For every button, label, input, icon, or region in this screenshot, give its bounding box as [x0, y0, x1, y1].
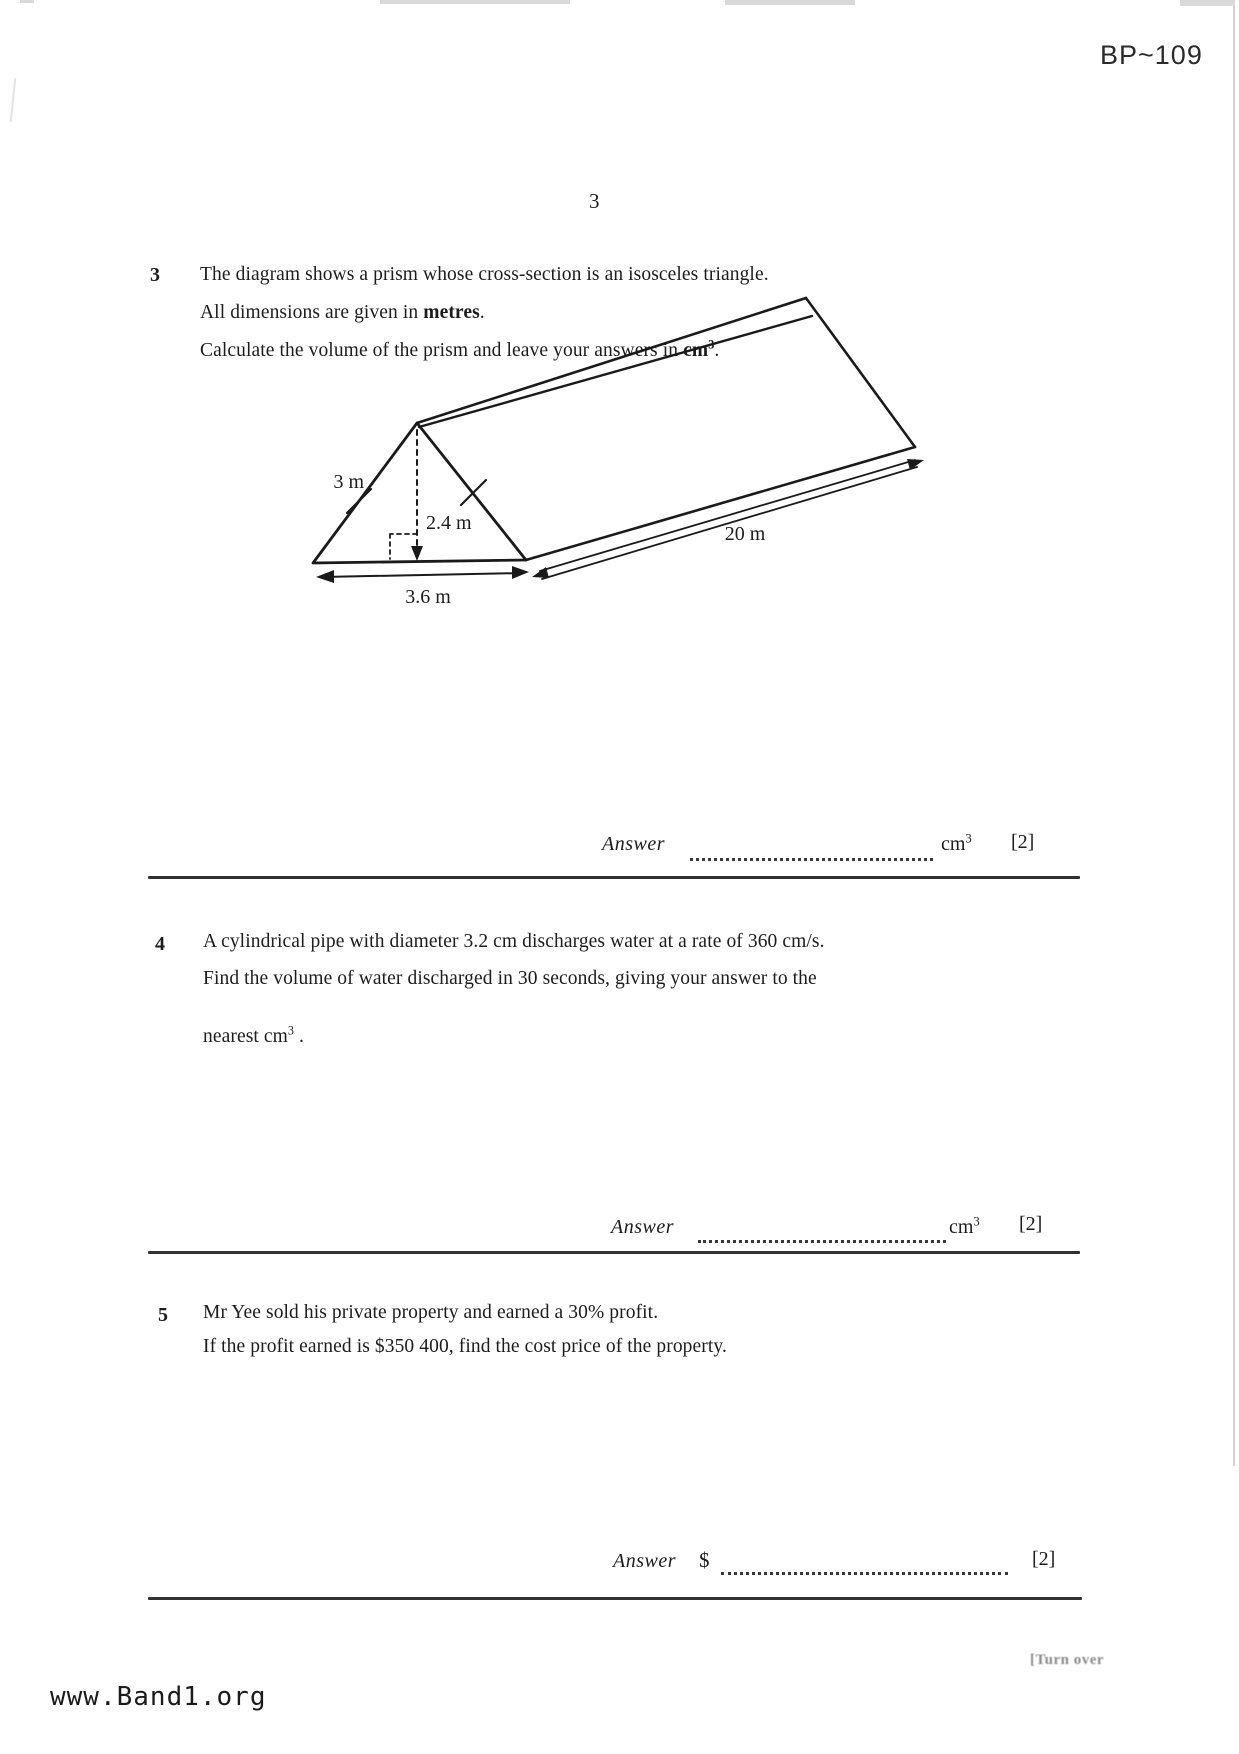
answer-unit-sup-q4: 3: [973, 1214, 980, 1229]
q3-unit-text: cm: [683, 340, 709, 361]
length-dimension-line-1: [540, 460, 915, 571]
prism-bottom-edge: [526, 447, 915, 560]
q4-number: 4: [155, 933, 165, 955]
answer-unit-text-q4: cm: [949, 1216, 974, 1238]
length-dimension-label: 20 m: [724, 523, 766, 545]
scan-artifact-top-4: [20, 0, 34, 3]
q4-line-1: A cylindrical pipe with diameter 3.2 cm discharges water at a rate of 360 cm/s.: [203, 931, 825, 952]
height-arrowhead: [411, 546, 423, 561]
separator-rule-3: [148, 1597, 1082, 1600]
q3-number: 3: [150, 264, 160, 286]
q3-line-3-text: Calculate the volume of the prism and leave your answers in: [200, 340, 684, 361]
q3-line-2-text: All dimensions are given in: [200, 302, 424, 323]
separator-rule-1: [148, 876, 1080, 879]
scan-artifact-right-edge: [1233, 6, 1235, 1466]
answer-label-q4: Answer: [611, 1216, 674, 1238]
marks-q4: [2]: [1019, 1213, 1043, 1235]
q4-line-3: [203, 1023, 305, 1048]
base-dimension-label: 3.6 m: [405, 586, 451, 608]
answer-unit-text-q3: cm: [941, 833, 966, 855]
q4-line-3-text: nearest cm: [203, 1026, 288, 1047]
base-arrow-right: [512, 566, 529, 579]
answer-blank-q4: [698, 1212, 946, 1243]
q3-line-3-period: .: [714, 340, 720, 361]
marks-q3: [2]: [1011, 831, 1035, 853]
q5-line-2: If the profit earned is $350 400, find the cost price of the property.: [203, 1336, 727, 1357]
q5-number: 5: [158, 1304, 168, 1326]
height-dimension-label: 2.4 m: [426, 512, 472, 534]
page-number: 3: [589, 189, 600, 213]
watermark: www.Band1.org: [50, 1682, 267, 1712]
separator-rule-2: [148, 1251, 1080, 1254]
scan-artifact-top-1: [380, 0, 570, 4]
prism-ridge-lower: [419, 316, 812, 427]
q3-line-2-period: .: [479, 302, 485, 323]
q4-line-2: Find the volume of water discharged in 30 seconds, giving your answer to the: [203, 968, 817, 989]
q3-line-1: The diagram shows a prism whose cross-section is an isosceles triangle.: [200, 264, 769, 285]
scan-artifact-left-margin: [10, 78, 17, 122]
q4-line-3-period: .: [294, 1026, 305, 1047]
marks-q5: [2]: [1032, 1548, 1056, 1570]
doc-code: BP~109: [1100, 40, 1203, 70]
q3-unit-sup: 3: [708, 337, 715, 352]
answer-unit-q3: [941, 833, 972, 856]
scan-artifact-top-2: [725, 0, 855, 5]
base-dimension-line: [322, 573, 524, 577]
prism-front-triangle: [313, 423, 526, 563]
answer-blank-q3: [690, 830, 933, 861]
base-arrow-left: [316, 570, 334, 583]
q3-line-2-bold: metres: [423, 302, 480, 323]
currency-symbol-q5: $: [699, 1548, 710, 1572]
answer-label-q5: Answer: [613, 1550, 676, 1572]
prism-diagram: [300, 280, 940, 610]
scan-artifact-top-3: [1180, 0, 1235, 6]
answer-blank-q5: [721, 1544, 1008, 1575]
prism-far-edge: [806, 298, 915, 447]
q5-line-1: Mr Yee sold his private property and earned a 30% profit.: [203, 1302, 659, 1323]
answer-label-q3: Answer: [602, 833, 665, 855]
turn-over-text: [Turn over: [1030, 1652, 1105, 1668]
answer-unit-sup-q3: 3: [965, 831, 972, 846]
prism-ridge-upper: [417, 298, 806, 423]
q4-unit-sup: 3: [287, 1023, 295, 1038]
answer-unit-q4: [949, 1216, 980, 1239]
side-dimension-label: 3 m: [333, 471, 364, 493]
